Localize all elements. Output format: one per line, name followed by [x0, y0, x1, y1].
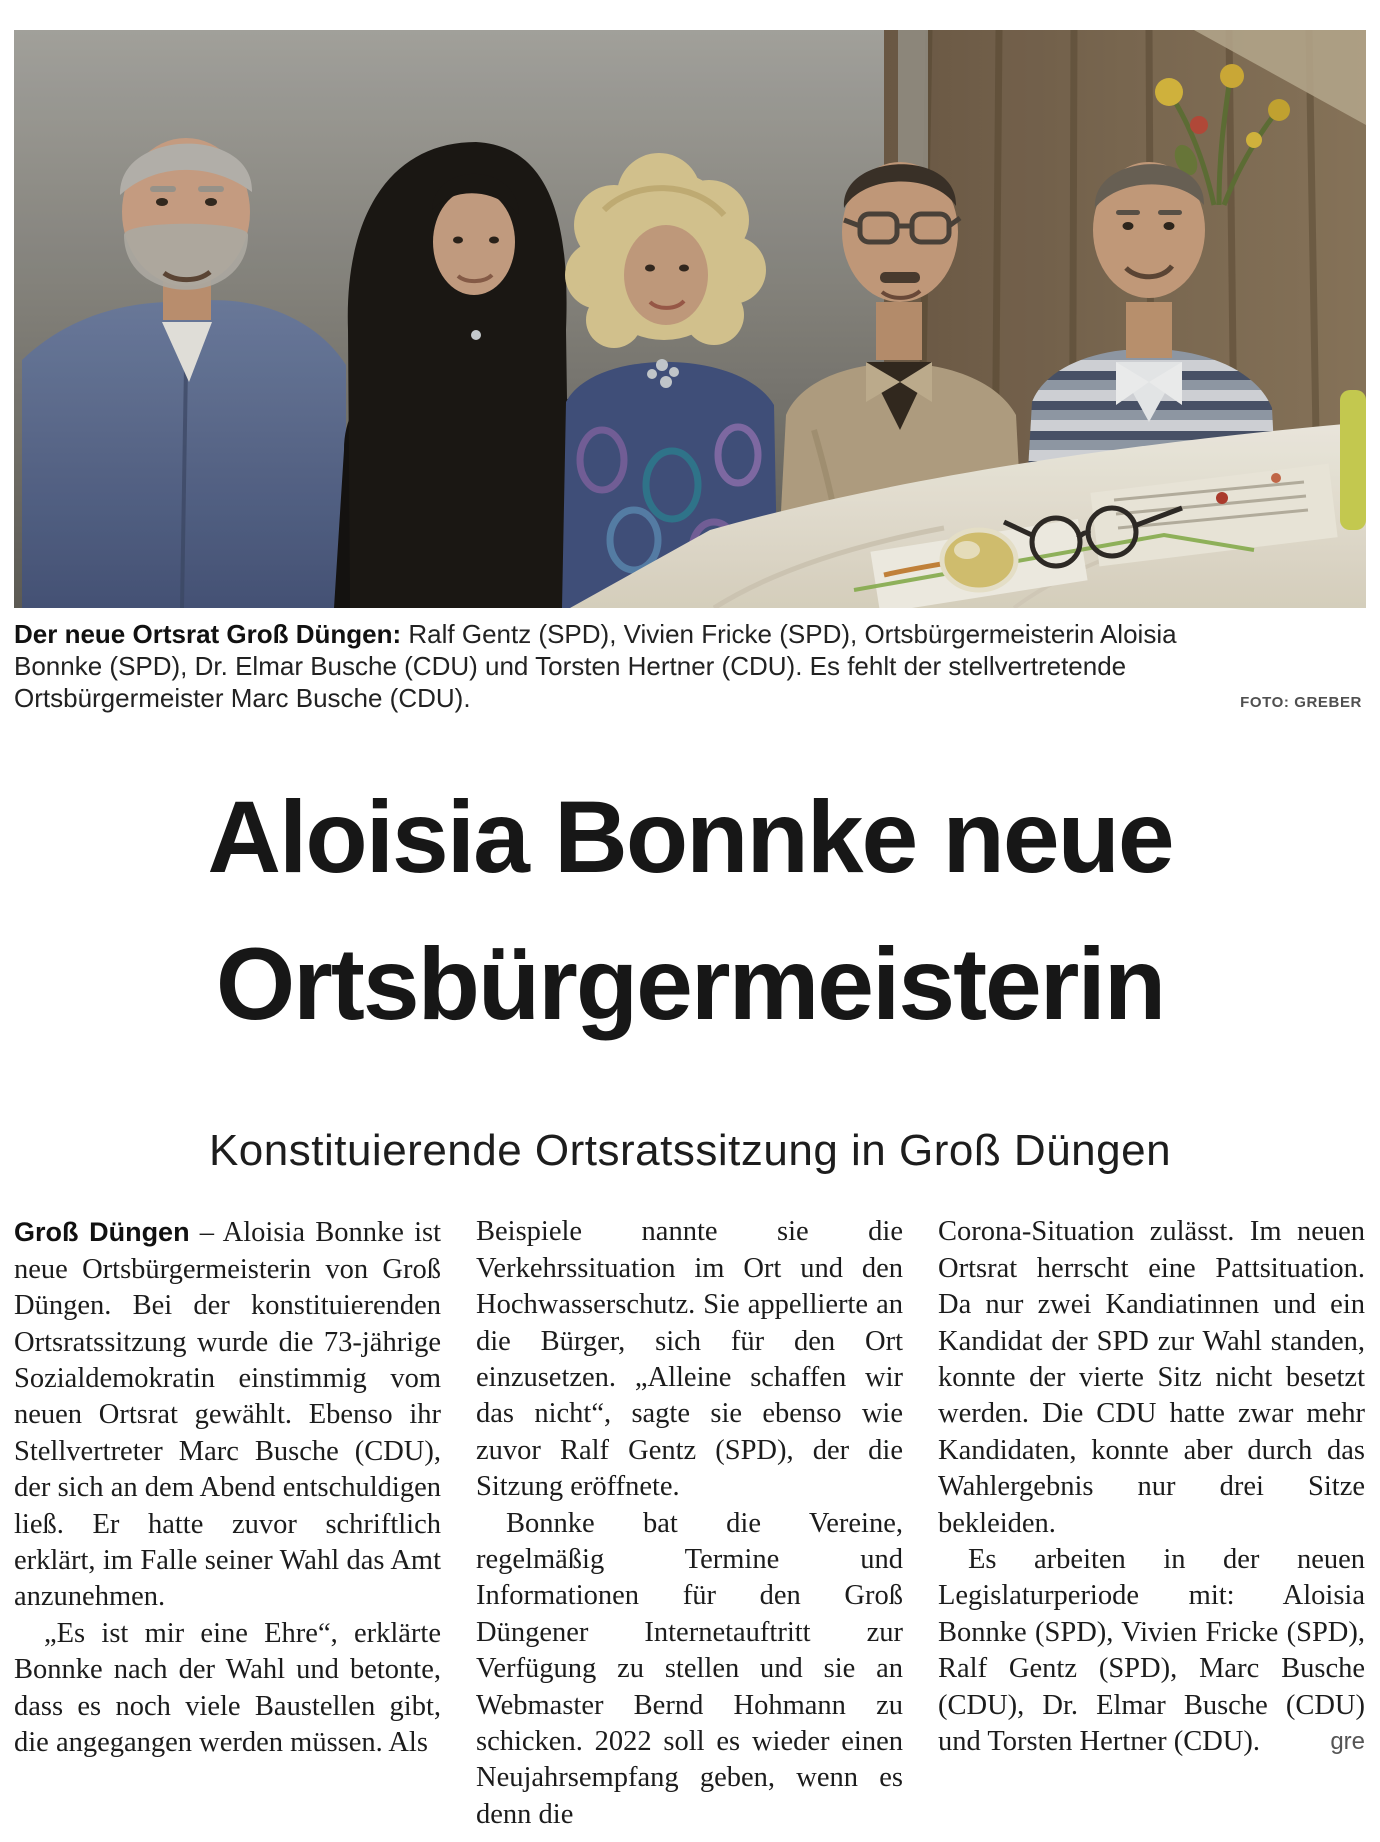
dateline: Groß Düngen: [14, 1217, 190, 1248]
author-signature: gre: [1330, 1728, 1365, 1756]
caption-lead: Der neue Ortsrat Groß Düngen:: [14, 619, 402, 649]
paragraph: Bonnke bat die Vereine, regelmäßig Termine und Informationen für den Groß Düngener Internetauftritt zur Verfügung zu stellen und sie an Webmaster Bernd Hohmann zu schicken. 2022 soll es wieder einen Neujahrsempfang geben, wenn es denn die: [476, 1507, 903, 1830]
article-body: [14, 1214, 1366, 1833]
photo-credit: FOTO: GREBER: [1240, 694, 1362, 711]
article-photo-illustration: [14, 30, 1366, 608]
paragraph: [14, 1214, 441, 1615]
photo-caption: [14, 618, 1366, 714]
paragraph: Beispiele nannte sie die Verkehrssituation im Ort und den Hochwasserschutz. Sie appellierte an die Bürger, sich für den Ort einzusetzen. „Alleine schaffen wir das nicht“, sagte sie ebenso wie zuvor Ralf Gentz (SPD), der die Sitzung eröffnete.: [476, 1216, 903, 1503]
paragraph-text: – Aloisia Bonnke ist neue Ortsbürgermeisterin von Groß Düngen. Bei der konstituierenden Ortsratssitzung wurde die 73-jährige Sozialdemokratin einstimmig vom neuen Ortsrat gewählt. Ebenso ihr Stellvertreter Marc Busche (CDU), der sich an dem Abend entschuldigen ließ. Er hatte zuvor schriftlich erklärt, im Falle seiner Wahl das Amt anzunehmen.: [14, 1217, 442, 1613]
column-3: [938, 1214, 1365, 1833]
paragraph-text: Es arbeiten in der neuen Legislaturperiode mit: Aloisia Bonnke (SPD), Vivien Fricke (SPD), Ralf Gentz (SPD), Marc Busche (CDU), Dr. Elmar Busche (CDU) und Torsten Hertner (CDU).: [938, 1543, 1365, 1758]
column-2: [476, 1214, 903, 1833]
photo-caption-text: [14, 618, 1209, 714]
paragraph: [938, 1542, 1365, 1760]
headline-line-2: Ortsbürgermeisterin: [215, 927, 1165, 1041]
article-headline: [14, 764, 1366, 1058]
column-1: [14, 1214, 441, 1833]
headline-line-1: Aloisia Bonnke neue: [207, 780, 1173, 894]
article-subheadline: Konstituierende Ortsratssitzung in Groß Düngen: [208, 1126, 1172, 1176]
article-photo: [14, 30, 1366, 608]
paragraph: Corona-Situation zulässt. Im neuen Ortsrat herrscht eine Pattsituation. Da nur zwei Kandiatinnen und ein Kandidat der SPD zur Wahl standen, konnte der vierte Sitz nicht besetzt werden. Die CDU hatte zwar mehr Kandidaten, konnte aber durch das Wahlergebnis nur drei Sitze bekleiden.: [938, 1216, 1365, 1539]
paragraph: „Es ist mir eine Ehre“, erklärte Bonnke nach der Wahl und betonte, dass es noch viele Baustellen gibt, die angegangen werden müssen. Als: [14, 1617, 441, 1759]
caption-body: Ralf Gentz (SPD), Vivien Fricke (SPD), Ortsbürgermeisterin Aloisia Bonnke (SPD), Dr. Elmar Busche (CDU) und Torsten Hertner (CDU). Es fehlt der stellvertretende Ortsbürgermeister Marc Busche (CDU).: [14, 619, 1177, 713]
